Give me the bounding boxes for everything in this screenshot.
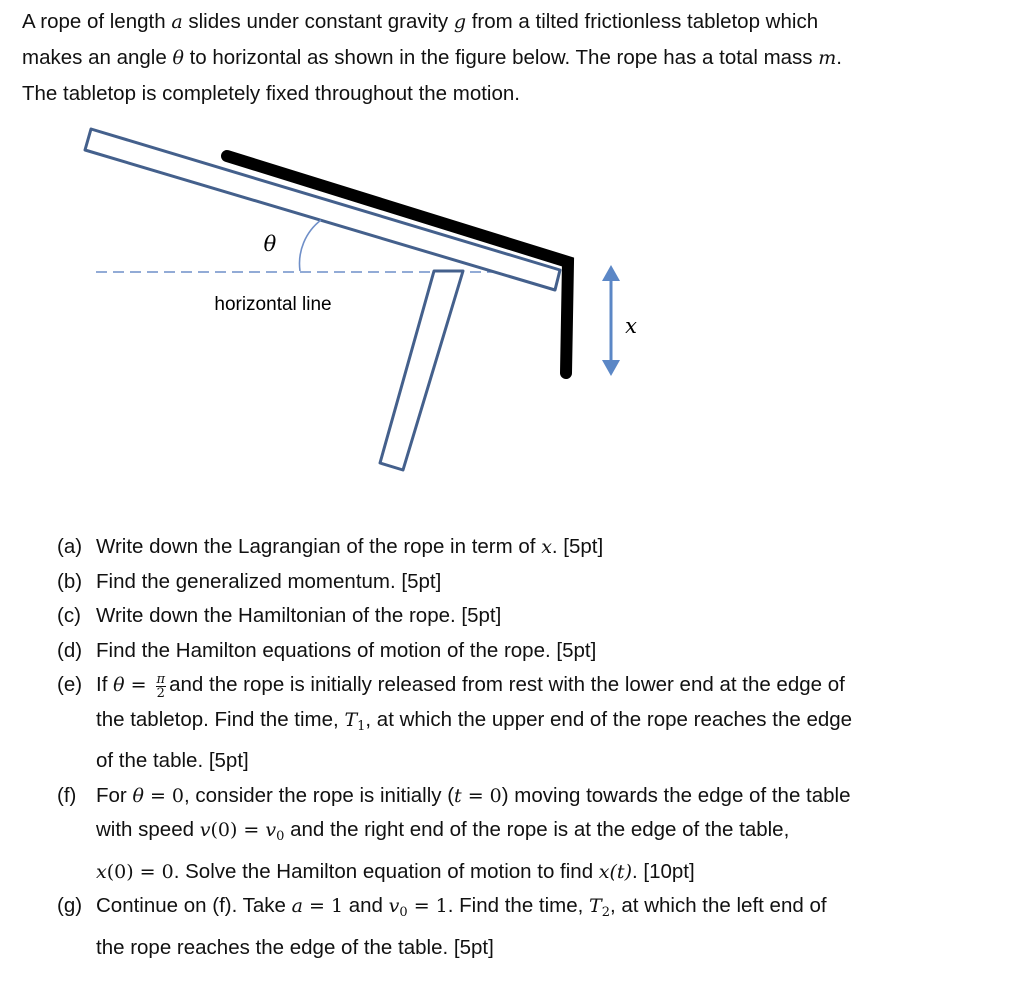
angle-arc: [300, 220, 321, 271]
intro-line-2: makes an angle θ to horizontal as shown in the figure below. The rope has a total mass m.: [22, 46, 842, 69]
pi-over-two-fraction: $\frac{\pi}{2}$: [156, 672, 166, 701]
var-theta: θ: [172, 47, 184, 69]
question-list: [57, 530, 977, 965]
problem-intro: [22, 4, 982, 111]
question-e-line-2: the tabletop. Find the time, $T_1$, at which the upper end of the rope reaches the edge: [96, 707, 853, 734]
question-f-line-3: x(0) = 0. Solve the Hamilton equation of motion to find x(t). [10pt]: [96, 859, 695, 883]
question-e-line-1: If θ = $\frac{\pi}{2}$ and the rope is initially released from rest with the lower end at the edge of: [96, 672, 845, 701]
question-a: (a) Write down the Lagrangian of the rope in term of x. [5pt]: [57, 535, 604, 558]
x-arrow-head-down: [602, 360, 620, 376]
intro-line-3: The tabletop is completely fixed throughout the motion.: [22, 82, 520, 105]
var-g: g: [453, 11, 467, 33]
x-label: x: [625, 314, 637, 338]
var-m: m: [818, 47, 837, 69]
x-arrow-head-up: [602, 265, 620, 281]
question-e: (e) If θ = $\frac{\pi}{2}$ and the rope is initially released from rest with the lower end at the edge of the tabletop. Find the time, $T_1$, at which the upper end of the rope reaches the edge of the table. [5pt]: [57, 668, 977, 779]
question-f-line-1: For θ = 0, consider the rope is initially (t = 0) moving towards the edge of the table: [96, 783, 851, 807]
question-f: (f) For θ = 0, consider the rope is initially (t = 0) moving towards the edge of the table with speed $v(0) = v_0$ and the right end of the rope is at the edge of the table, x(0) = 0. Solve the Hamilton equation of motion to find x(t). [10pt]: [57, 779, 977, 890]
question-g-line-1: Continue on (f). Take a = 1 and $v_0 = 1$. Find the time, $T_2$, at which the left end of: [96, 894, 827, 920]
question-g: (g) Continue on (f). Take a = 1 and $v_0 = 1$. Find the time, $T_2$, at which the left end of the rope reaches the edge of the table. [5pt]: [57, 889, 977, 965]
question-e-line-3: of the table. [5pt]: [96, 749, 249, 772]
table-leg: [380, 271, 463, 470]
var-a: a: [171, 11, 183, 33]
question-c: (c) Write down the Hamiltonian of the rope. [5pt]: [57, 604, 502, 627]
horizontal-line-label: horizontal line: [214, 294, 332, 315]
question-g-line-2: the rope reaches the edge of the table. [5pt]: [96, 935, 494, 959]
theta-label: θ: [263, 232, 277, 256]
tilted-tabletop: [85, 129, 560, 290]
question-d: (d) Find the Hamilton equations of motion of the rope. [5pt]: [57, 638, 597, 662]
question-f-line-2: with speed $v(0) = v_0$ and the right end of the rope is at the edge of the table,: [96, 818, 790, 844]
intro-line-1: A rope of length a slides under constant gravity g from a tilted frictionless tabletop which: [22, 10, 819, 33]
question-b: (b) Find the generalized momentum. [5pt]: [57, 569, 442, 593]
tabletop-figure: [0, 110, 700, 480]
